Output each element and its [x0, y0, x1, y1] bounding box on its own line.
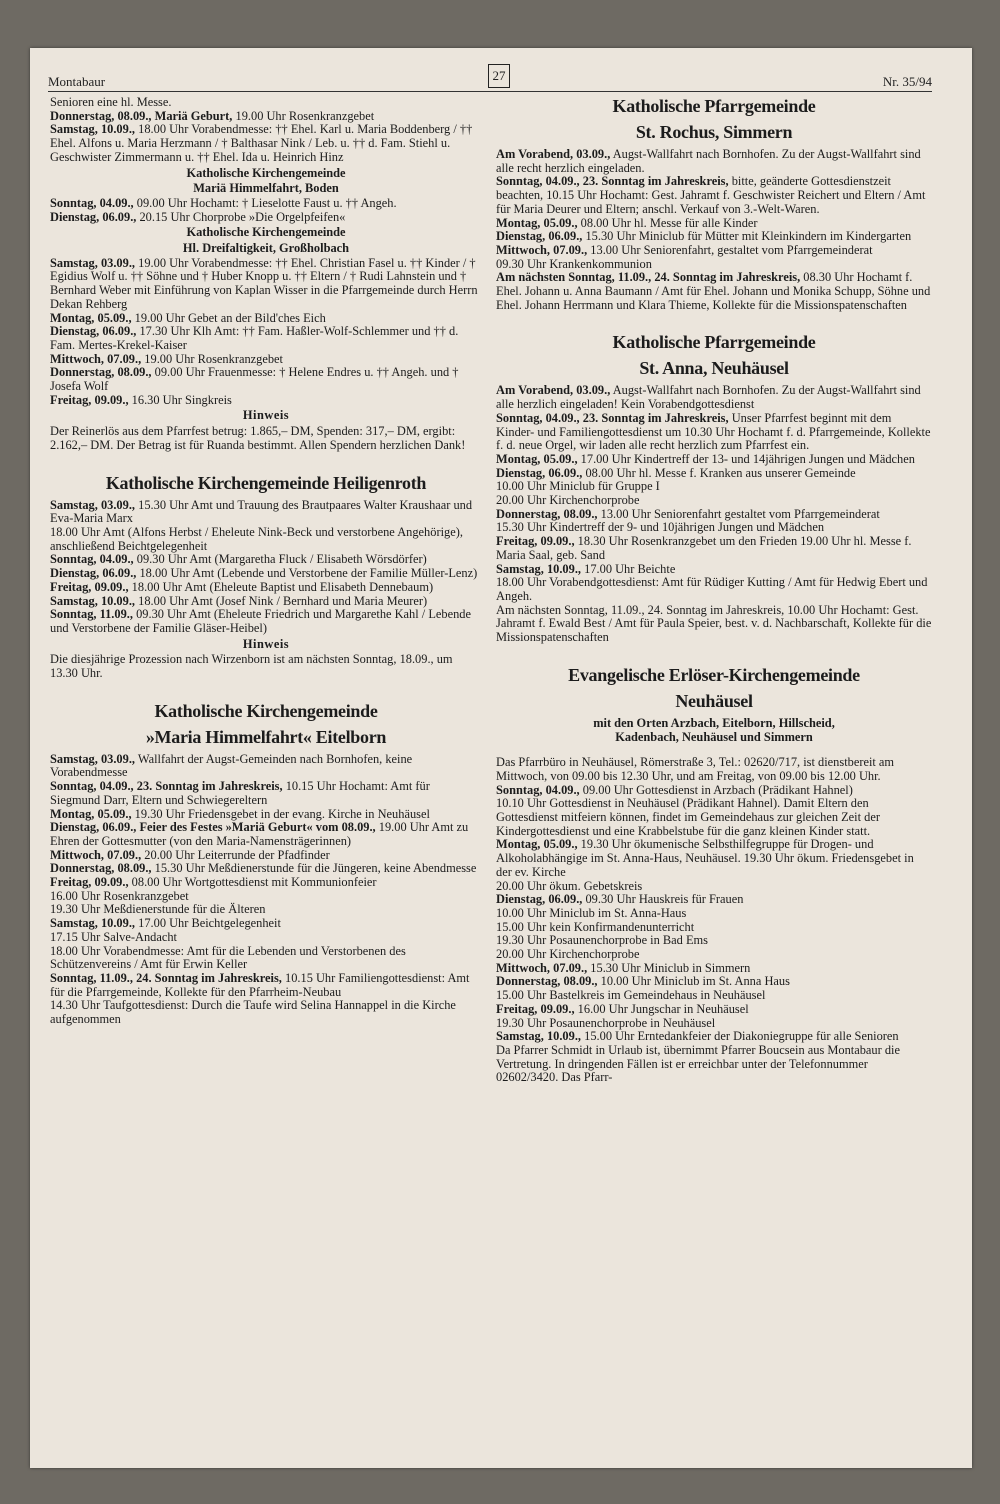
entry-date: Dienstag, 06.09., Feier des Festes »Mariä Geburt« vom 08.09., [50, 820, 376, 835]
schedule-entry: Freitag, 09.09., 18.30 Uhr Rosenkranzgebet um den Frieden 19.00 Uhr hl. Messe f. Maria Saal, geb. Sand [496, 534, 912, 562]
entry-date: Samstag, 10.09., [496, 1029, 582, 1044]
entry-date: Sonntag, 04.09., 23. Sonntag im Jahreskreis, [50, 779, 283, 794]
parish-heading: »Maria Himmelfahrt« Eitelborn [145, 726, 387, 747]
schedule-entry: Samstag, 10.09., 18.00 Uhr Amt (Josef Nink / Bernhard und Maria Meurer) [50, 593, 428, 608]
schedule-entry: Sonntag, 11.09., 09.30 Uhr Amt (Eheleute Friedrich und Margarethe Kahl / Lebende und Verstorbene der Familie Gläser-Heibel) [50, 607, 471, 635]
entry-date: Dienstag, 06.09., [50, 566, 137, 581]
schedule-entry: Freitag, 09.09., 16.30 Uhr Singkreis [50, 392, 232, 407]
entry-date: Sonntag, 11.09., [50, 607, 133, 622]
schedule-entry: 19.30 Uhr Posaunenchorprobe in Bad Ems [496, 933, 708, 948]
schedule-entry: 10.00 Uhr Miniclub für Gruppe I [496, 479, 660, 494]
schedule-entry: 18.00 Uhr Amt (Alfons Herbst / Eheleute Nink-Beck und verstorbene Angehörige), anschließend Beichtgelegenheit [50, 524, 463, 553]
schedule-entry: Dienstag, 06.09., Feier des Festes »Mariä Geburt« vom 08.09., 19.00 Uhr Amt zu Ehren der Gottesmutter (von den Maria-Namensträgerinnen) [50, 820, 469, 848]
section-spacer [496, 312, 932, 332]
schedule-entry: Der Reinerlös aus dem Pfarrfest betrug: 1.865,– DM, Spenden: 317,– DM, ergibt: 2.162,– DM. Der Betrag ist für Ruanda bestimmt. Allen Spendern herzlichen Dank! [50, 424, 466, 452]
entry-date: Freitag, 09.09., [496, 1001, 575, 1016]
page-number: 27 [488, 64, 510, 88]
schedule-entry: Freitag, 09.09., 08.00 Uhr Wortgottesdienst mit Kommunionfeier [50, 875, 377, 890]
schedule-entry: Sonntag, 04.09., 09.00 Uhr Hochamt: † Lieselotte Faust u. †† Angeh. [50, 195, 397, 210]
schedule-entry: 20.00 Uhr Kirchenchorprobe [496, 493, 640, 508]
header-town: Montabaur [48, 74, 106, 89]
entry-date: Am Vorabend, 03.09., [496, 147, 611, 161]
schedule-entry: Dienstag, 06.09., 09.30 Uhr Hauskreis für Frauen [496, 892, 744, 907]
parish-heading: Katholische Pfarrgemeinde [612, 332, 816, 353]
left-column [50, 96, 482, 1027]
schedule-entry: Freitag, 09.09., 16.00 Uhr Jungschar in Neuhäusel [496, 1001, 749, 1016]
schedule-entry: Samstag, 03.09., 15.30 Uhr Amt und Trauung des Brautpaares Walter Kraushaar und Eva-Maria Marx [50, 497, 473, 526]
entry-date: Sonntag, 04.09., 23. Sonntag im Jahreskreis, [496, 174, 729, 189]
schedule-entry: Donnerstag, 08.09., 09.00 Uhr Frauenmesse: † Helene Endres u. †† Angeh. und † Josefa Wolf [50, 365, 459, 394]
entry-date: Mittwoch, 07.09., [496, 960, 588, 975]
entry-date: Samstag, 03.09., [50, 751, 136, 766]
notice-heading: Hinweis [242, 636, 290, 651]
right-column [496, 96, 932, 1085]
entry-date: Samstag, 03.09., [50, 255, 136, 270]
newspaper-page [30, 48, 972, 1468]
entry-date: Dienstag, 06.09., [496, 465, 583, 480]
entry-date: Am nächsten Sonntag, 11.09., 24. Sonntag im Jahreskreis, [496, 270, 801, 285]
entry-date: Samstag, 10.09., [50, 122, 136, 137]
parish-subheading: Katholische Kirchengemeinde [186, 225, 346, 240]
entry-date: Sonntag, 04.09., [50, 552, 134, 567]
issue-number: Nr. 35/94 [882, 74, 932, 89]
entry-date: Freitag, 09.09., [50, 579, 129, 594]
schedule-entry: Samstag, 10.09., 17.00 Uhr Beichte [496, 561, 676, 576]
entry-date: Dienstag, 06.09., [50, 209, 137, 224]
schedule-entry: Dienstag, 06.09., 20.15 Uhr Chorprobe »Die Orgelpfeifen« [50, 209, 346, 224]
parish-subtitle: mit den Orten Arzbach, Eitelborn, Hillscheid, [593, 715, 835, 730]
schedule-entry: Sonntag, 04.09., 09.00 Uhr Gottesdienst in Arzbach (Prädikant Hahnel) [496, 782, 853, 797]
parish-subheading: Hl. Dreifaltigkeit, Großholbach [182, 241, 350, 256]
schedule-entry: Sonntag, 04.09., 23. Sonntag im Jahreskreis, Unser Pfarrfest beginnt mit dem Kinder- und Familiengottesdienst um 10.30 Uhr Hochamt f. d. Pfarrgemeinde, Kollekte f. d. neue Orgel, wir laden alle recht herzlich zum Pfarrfest ein. [496, 410, 931, 453]
entry-date: Sonntag, 04.09., 23. Sonntag im Jahreskreis, [496, 410, 729, 425]
parish-heading: Katholische Kirchengemeinde [154, 700, 378, 721]
schedule-entry: Mittwoch, 07.09., 20.00 Uhr Leiterrunde der Pfadfinder [50, 847, 330, 862]
schedule-entry: Am Vorabend, 03.09., Augst-Wallfahrt nach Bornhofen. Zu der Augst-Wallfahrt sind alle recht herzlich eingeladen. [496, 147, 921, 175]
schedule-entry: Dienstag, 06.09., 17.30 Uhr Klh Amt: †† Fam. Haßler-Wolf-Schlemmer und †† d. Fam. Mertes-Krekel-Kaiser [50, 324, 459, 352]
entry-date: Donnerstag, 08.09., [50, 365, 152, 380]
parish-heading: Neuhäusel [675, 690, 753, 711]
schedule-entry: Da Pfarrer Schmidt in Urlaub ist, übernimmt Pfarrer Boucsein aus Montabaur die Vertretung. In dringenden Fällen ist er erreichbar unter der Telefonnummer 02602/3420. Das Pfarr- [496, 1042, 900, 1085]
entry-date: Montag, 05.09., [50, 806, 132, 821]
entry-date: Donnerstag, 08.09., Mariä Geburt, [50, 108, 233, 123]
schedule-entry: Sonntag, 04.09., 09.30 Uhr Amt (Margaretha Fluck / Elisabeth Wörsdörfer) [50, 552, 427, 567]
schedule-entry: Montag, 05.09., 19.00 Uhr Gebet an der Bild'ches Eich [50, 310, 326, 325]
schedule-entry: 10.00 Uhr Miniclub im St. Anna-Haus [496, 905, 687, 920]
schedule-entry: 10.10 Uhr Gottesdienst in Neuhäusel (Prädikant Hahnel). Damit Eltern den Gottesdienst mitfeiern können, findet im Gemeindehaus zur gleichen Zeit der Kindergottesdienst und eine Krabbelstube für die ganz kleinen Kinder statt. [496, 796, 880, 838]
schedule-entry: 15.30 Uhr Kindertreff der 9- und 10jährigen Jungen und Mädchen [496, 520, 825, 535]
entry-date: Sonntag, 04.09., [496, 782, 580, 797]
entry-date: Mittwoch, 07.09., [50, 351, 142, 366]
parish-heading: St. Anna, Neuhäusel [639, 358, 789, 379]
entry-date: Freitag, 09.09., [496, 534, 575, 549]
schedule-entry: 09.30 Uhr Krankenkommunion [496, 256, 652, 271]
entry-date: Mittwoch, 07.09., [496, 242, 588, 257]
schedule-entry: 20.00 Uhr ökum. Gebetskreis [496, 878, 643, 893]
entry-date: Sonntag, 11.09., 24. Sonntag im Jahreskreis, [50, 970, 282, 985]
schedule-entry: 16.00 Uhr Rosenkranzgebet [50, 888, 189, 903]
parish-heading: Katholische Kirchengemeinde Heiligenroth [105, 472, 427, 493]
schedule-entry: 19.30 Uhr Posaunenchorprobe in Neuhäusel [496, 1015, 716, 1030]
schedule-entry: Samstag, 10.09., 17.00 Uhr Beichtgelegenheit [50, 916, 281, 931]
entry-date: Montag, 05.09., [496, 451, 578, 466]
schedule-entry: Samstag, 03.09., Wallfahrt der Augst-Gemeinden nach Bornhofen, keine Vorabendmesse [50, 751, 413, 780]
entry-date: Freitag, 09.09., [50, 875, 129, 890]
entry-date: Mittwoch, 07.09., [50, 847, 142, 862]
schedule-entry: Das Pfarrbüro in Neuhäusel, Römerstraße 3, Tel.: 02620/717, ist dienstbereit am Mittwoch, von 09.00 bis 12.30 Uhr, und am Freitag, von 09.00 bis 12.00 Uhr. [496, 755, 895, 783]
schedule-entry: Mittwoch, 07.09., 19.00 Uhr Rosenkranzgebet [50, 351, 283, 366]
entry-date: Montag, 05.09., [496, 215, 578, 230]
schedule-entry: 14.30 Uhr Taufgottesdienst: Durch die Taufe wird Selina Hannappel in die Kirche aufgenommen [50, 998, 456, 1027]
schedule-entry: 15.00 Uhr Bastelkreis im Gemeindehaus in Neuhäusel [496, 988, 766, 1003]
schedule-entry: 17.15 Uhr Salve-Andacht [50, 929, 177, 944]
schedule-entry: Sonntag, 11.09., 24. Sonntag im Jahreskreis, 10.15 Uhr Familiengottesdienst: Amt für die Pfarrgemeinde, Kollekte für den Pfarrheim-Neubau [50, 970, 470, 999]
parish-heading: St. Rochus, Simmern [635, 122, 793, 142]
schedule-entry: Dienstag, 06.09., 18.00 Uhr Amt (Lebende und Verstorbene der Familie Müller-Lenz) [50, 566, 478, 581]
entry-date: Donnerstag, 08.09., [50, 861, 152, 876]
schedule-entry: Montag, 05.09., 08.00 Uhr hl. Messe für alle Kinder [496, 215, 758, 230]
entry-date: Am Vorabend, 03.09., [496, 383, 611, 398]
entry-date: Donnerstag, 08.09., [496, 974, 598, 989]
schedule-entry: Montag, 05.09., 19.30 Uhr Friedensgebet in der evang. Kirche in Neuhäusel [50, 806, 430, 821]
schedule-entry: Dienstag, 06.09., 08.00 Uhr hl. Messe f. Kranken aus unserer Gemeinde [496, 465, 856, 480]
schedule-entry: 19.30 Uhr Meßdienerstunde für die Älteren [50, 902, 266, 917]
header-rule [48, 91, 932, 92]
schedule-entry: Mittwoch, 07.09., 15.30 Uhr Miniclub in Simmern [496, 960, 751, 975]
schedule-entry: Donnerstag, 08.09., 10.00 Uhr Miniclub im St. Anna Haus [496, 974, 790, 989]
parish-heading: Evangelische Erlöser-Kirchengemeinde [568, 664, 860, 685]
schedule-entry: Am nächsten Sonntag, 11.09., 24. Sonntag im Jahreskreis, 08.30 Uhr Hochamt f. Ehel. Johann u. Anna Baumann / Amt für Ehel. Johann und Monika Schupp, Söhne und Ehel. Johann Herrmann und Klara Thieme, Kollekte für die Missionspatenschaften [496, 270, 931, 312]
entry-date: Montag, 05.09., [496, 837, 578, 852]
schedule-entry: Montag, 05.09., 19.30 Uhr ökumenische Selbsthilfegruppe für Drogen- und Alkoholabhängige im St. Anna-Haus, Neuhäusel. 19.30 Uhr ökum. Friedensgebet in der ev. Kirche [496, 837, 914, 879]
entry-date: Samstag, 10.09., [50, 916, 136, 931]
entry-date: Samstag, 10.09., [50, 593, 136, 608]
parish-subtitle: Kadenbach, Neuhäusel und Simmern [615, 729, 813, 744]
section-spacer [496, 645, 932, 665]
schedule-entry: 15.00 Uhr kein Konfirmandenunterricht [496, 919, 695, 934]
parish-subheading: Katholische Kirchengemeinde [186, 165, 346, 180]
entry-date: Donnerstag, 08.09., [496, 506, 598, 521]
schedule-entry: Donnerstag, 08.09., Mariä Geburt, 19.00 Uhr Rosenkranzgebet [50, 108, 375, 123]
entry-date: Dienstag, 06.09., [50, 324, 137, 339]
schedule-entry: Donnerstag, 08.09., 15.30 Uhr Meßdienerstunde für die Jüngeren, keine Abendmesse [50, 861, 477, 876]
entry-date: Freitag, 09.09., [50, 392, 129, 407]
schedule-entry: Am Vorabend, 03.09., Augst-Wallfahrt nach Bornhofen. Zu der Augst-Wallfahrt sind alle herzlich eingeladen! Kein Vorabendgottesdienst [496, 383, 921, 412]
schedule-entry: Donnerstag, 08.09., 13.00 Uhr Seniorenfahrt gestaltet vom Pfarrgemeinderat [496, 506, 880, 521]
schedule-entry: Sonntag, 04.09., 23. Sonntag im Jahreskreis, 10.15 Uhr Hochamt: Amt für Siegmund Darr, Eltern und Schwiegereltern [50, 779, 430, 807]
schedule-entry: Mittwoch, 07.09., 13.00 Uhr Seniorenfahrt, gestaltet vom Pfarrgemeinderat [496, 242, 873, 257]
entry-date: Dienstag, 06.09., [496, 892, 583, 907]
entry-date: Montag, 05.09., [50, 310, 132, 325]
notice-heading: Hinweis [242, 408, 290, 423]
entry-date: Samstag, 10.09., [496, 561, 582, 576]
schedule-entry: Sonntag, 04.09., 23. Sonntag im Jahreskreis, bitte, geänderte Gottesdienstzeit beachten, 10.15 Uhr Hochamt: Gest. Jahramt f. Geschwister Reichert und Eltern / Amt für Maria Deurer und Eltern; anschl. Verkauf von 3.-Welt-Waren. [496, 174, 926, 216]
schedule-entry: 20.00 Uhr Kirchenchorprobe [496, 947, 640, 962]
schedule-entry: Dienstag, 06.09., 15.30 Uhr Miniclub für Mütter mit Kleinkindern im Kindergarten [496, 229, 912, 244]
entry-date: Sonntag, 04.09., [50, 195, 134, 210]
schedule-entry: Am nächsten Sonntag, 11.09., 24. Sonntag im Jahreskreis, 10.00 Uhr Hochamt: Gest. Jahramt f. Ewald Best / Amt für Paula Speier, best. v. d. Nachbarschaft, Kollekte für die Missionspatenschaften [496, 602, 932, 645]
section-spacer [50, 681, 482, 701]
schedule-entry: Die diesjährige Prozession nach Wirzenborn ist am nächsten Sonntag, 18.09., um 13.30 Uhr. [50, 652, 453, 681]
schedule-entry: 18.00 Uhr Vorabendmesse: Amt für die Lebenden und Verstorbenen des Schützenvereins / Amt für Erwin Keller [50, 943, 406, 972]
page-header [48, 68, 932, 92]
schedule-entry: Samstag, 10.09., 15.00 Uhr Erntedankfeier der Diakoniegruppe für alle Senioren [496, 1029, 899, 1044]
schedule-entry: Freitag, 09.09., 18.00 Uhr Amt (Eheleute Baptist und Elisabeth Dennebaum) [50, 579, 434, 594]
schedule-entry: 18.00 Uhr Vorabendgottesdienst: Amt für Rüdiger Kutting / Amt für Hedwig Ebert und Angeh. [496, 575, 928, 603]
schedule-entry: Samstag, 03.09., 19.00 Uhr Vorabendmesse: †† Ehel. Christian Fasel u. †† Kinder / † Egidius Wolf u. †† Söhne und † Huber Knopp u. †† Eltern / † Rudi Lahnstein und † Bernhard Weber mit Einführung von Kaplan Wisser in die Pfarrgemeinde durch Herrn Dekan Rehberg [50, 255, 478, 311]
schedule-entry: Samstag, 10.09., 18.00 Uhr Vorabendmesse: †† Ehel. Karl u. Maria Boddenberg / †† Ehel. Alfons u. Maria Herzmann / † Balthasar Nink / Leb. u. †† d. Fam. Stiehl u. Geschwister Zimmermann u. †† Ehel. Ida u. Heinrich Hinz [50, 122, 473, 164]
parish-subheading: Mariä Himmelfahrt, Boden [193, 181, 339, 196]
section-spacer [50, 453, 482, 473]
schedule-entry: Senioren eine hl. Messe. [50, 95, 172, 109]
entry-date: Dienstag, 06.09., [496, 229, 583, 244]
schedule-entry: Montag, 05.09., 17.00 Uhr Kindertreff der 13- und 14jährigen Jungen und Mädchen [496, 451, 915, 466]
entry-date: Samstag, 03.09., [50, 497, 136, 512]
parish-heading: Katholische Pfarrgemeinde [612, 96, 816, 116]
